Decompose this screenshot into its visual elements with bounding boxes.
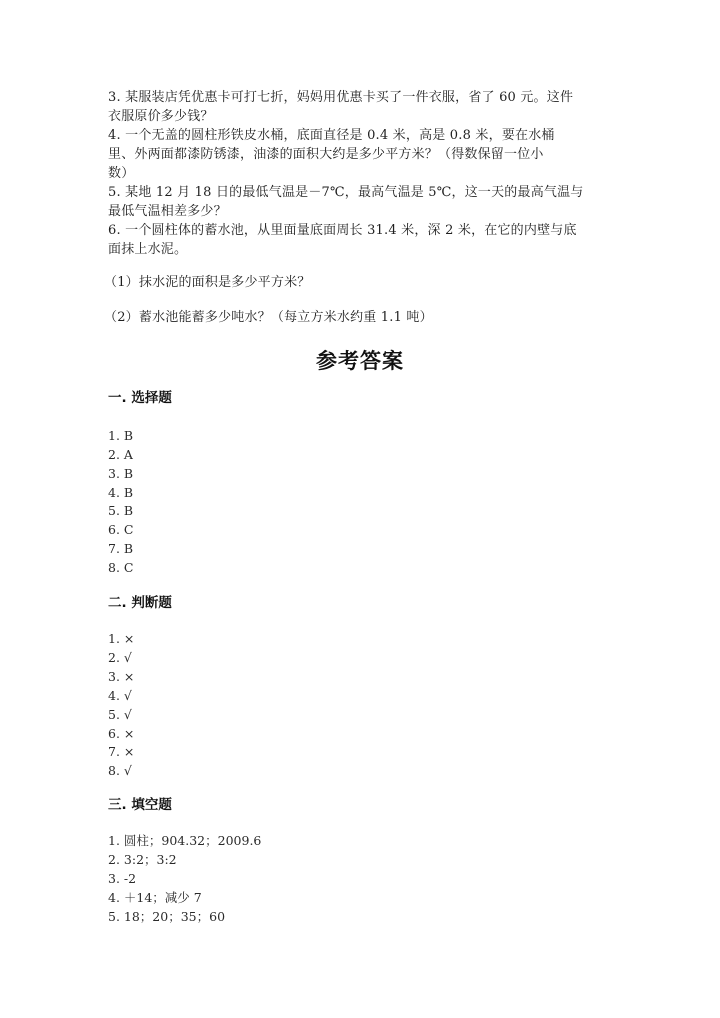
answer-key-title: 参考答案: [316, 349, 404, 373]
answer-item: 1. 圆柱；904.32；2009.6: [108, 833, 262, 848]
answer-item: 5. √: [108, 707, 132, 722]
answer-item: 8. √: [108, 763, 132, 778]
answer-item: 3. ×: [108, 669, 135, 684]
answer-item: 1. B: [108, 428, 134, 443]
question-5-line-2: 最低气温相差多少？: [108, 204, 227, 219]
answer-item: 4. √: [108, 688, 132, 703]
section-heading-true-false: 二. 判断题: [108, 595, 172, 611]
question-6-line-2: 面抹上水泥。: [108, 242, 188, 257]
question-3-line-2: 衣服原价多少钱？: [108, 109, 214, 124]
question-4-line-2: 里、外两面都漆防锈漆，油漆的面积大约是多少平方米？（得数保留一位小: [108, 147, 544, 162]
question-6-line-1: 6. 一个圆柱体的蓄水池，从里面量底面周长 31.4 米，深 2 米，在它的内壁与底: [108, 223, 577, 238]
answer-item: 3. B: [108, 466, 134, 481]
answer-item: 2. √: [108, 650, 132, 665]
answer-item: 8. C: [108, 560, 134, 575]
answer-item: 6. ×: [108, 726, 135, 741]
answer-item: 4. B: [108, 485, 134, 500]
answer-item: 7. ×: [108, 744, 135, 759]
question-6-sub-1: （1）抹水泥的面积是多少平方米？: [104, 275, 311, 290]
question-5-line-1: 5. 某地 12 月 18 日的最低气温是－7℃，最高气温是 5℃，这一天的最高气温与: [108, 185, 584, 200]
answer-item: 5. B: [108, 503, 134, 518]
section-heading-fill-blank: 三. 填空题: [108, 797, 172, 813]
question-6-sub-2: （2）蓄水池能蓄多少吨水？（每立方米水约重 1.1 吨）: [104, 310, 433, 325]
question-4-line-3: 数）: [108, 166, 135, 181]
answer-item: 6. C: [108, 522, 134, 537]
answer-item: 4. ＋14；减少 7: [108, 890, 202, 905]
answer-item: 3. -2: [108, 871, 137, 886]
question-3-line-1: 3. 某服装店凭优惠卡可打七折，妈妈用优惠卡买了一件衣服，省了 60 元。这件: [108, 90, 574, 105]
question-4-line-1: 4. 一个无盖的圆柱形铁皮水桶，底面直径是 0.4 米，高是 0.8 米，要在水桶: [108, 128, 555, 143]
answer-item: 7. B: [108, 541, 134, 556]
answer-item: 1. ×: [108, 631, 135, 646]
answer-item: 5. 18；20；35；60: [108, 909, 226, 924]
answer-item: 2. A: [108, 447, 133, 462]
section-heading-multiple-choice: 一. 选择题: [108, 390, 172, 406]
answer-item: 2. 3:2；3:2: [108, 852, 177, 867]
